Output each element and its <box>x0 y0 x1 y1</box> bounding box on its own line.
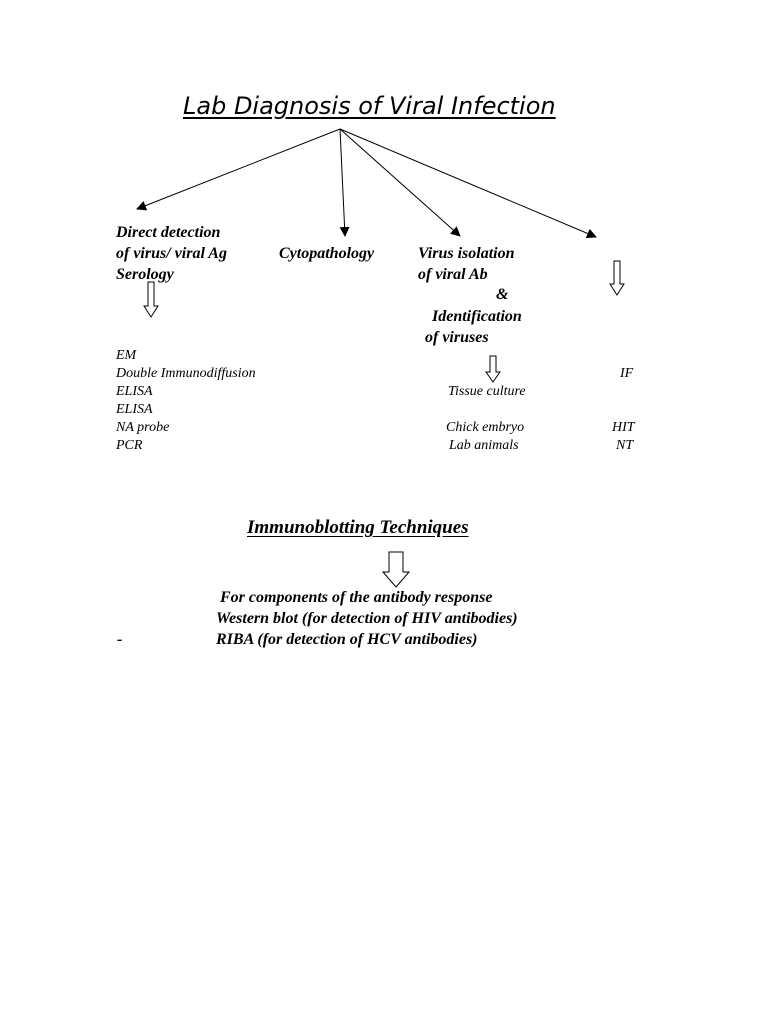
method-middle-2: Chick embryo <box>446 420 525 435</box>
method-middle-1: Tissue culture <box>448 384 526 399</box>
immunoblotting-heading: Immunoblotting Techniques <box>247 517 469 538</box>
document-title: Lab Diagnosis of Viral Infection <box>183 92 556 120</box>
branch-isolation-line-1: Virus isolation <box>418 245 515 262</box>
method-left-1: EM <box>116 348 137 363</box>
method-left-3: ELISA <box>116 384 153 399</box>
immunoblotting-line-2: Western blot (for detection of HIV antibodies) <box>216 610 518 627</box>
branch-direct-line-1: Direct detection <box>116 224 221 241</box>
down-arrow-right-icon <box>610 261 624 295</box>
branch-cytopathology: Cytopathology <box>279 245 375 262</box>
arrow-to-virus-isolation <box>340 129 460 236</box>
branch-isolation-line-3: & <box>496 286 509 303</box>
down-arrow-isolation-icon <box>486 356 500 382</box>
method-left-4: ELISA <box>116 402 153 417</box>
branch-direct-line-3: Serology <box>116 266 174 283</box>
arrow-to-direct-detection <box>137 129 340 209</box>
down-arrow-immunoblot-icon <box>383 552 409 587</box>
immunoblotting-bullet: - <box>117 631 123 648</box>
method-right-3: NT <box>616 438 634 453</box>
branch-isolation-line-2: of viral Ab <box>418 266 488 283</box>
immunoblotting-line-3: RIBA (for detection of HCV antibodies) <box>216 631 478 648</box>
method-right-2: HIT <box>612 420 635 435</box>
branch-isolation-line-5: of viruses <box>425 329 489 346</box>
arrow-to-cytopathology <box>340 129 345 236</box>
immunoblotting-line-1: For components of the antibody response <box>220 589 493 606</box>
arrow-to-serology-right <box>340 129 596 237</box>
down-arrow-left-icon <box>144 282 158 317</box>
method-middle-3: Lab animals <box>449 438 519 453</box>
method-left-5: NA probe <box>116 420 170 435</box>
method-left-2: Double Immunodiffusion <box>116 366 256 381</box>
branch-direct-line-2: of virus/ viral Ag <box>116 245 227 262</box>
method-right-1: IF <box>620 366 634 381</box>
method-left-6: PCR <box>116 438 143 453</box>
branch-isolation-line-4: Identification <box>432 308 522 325</box>
